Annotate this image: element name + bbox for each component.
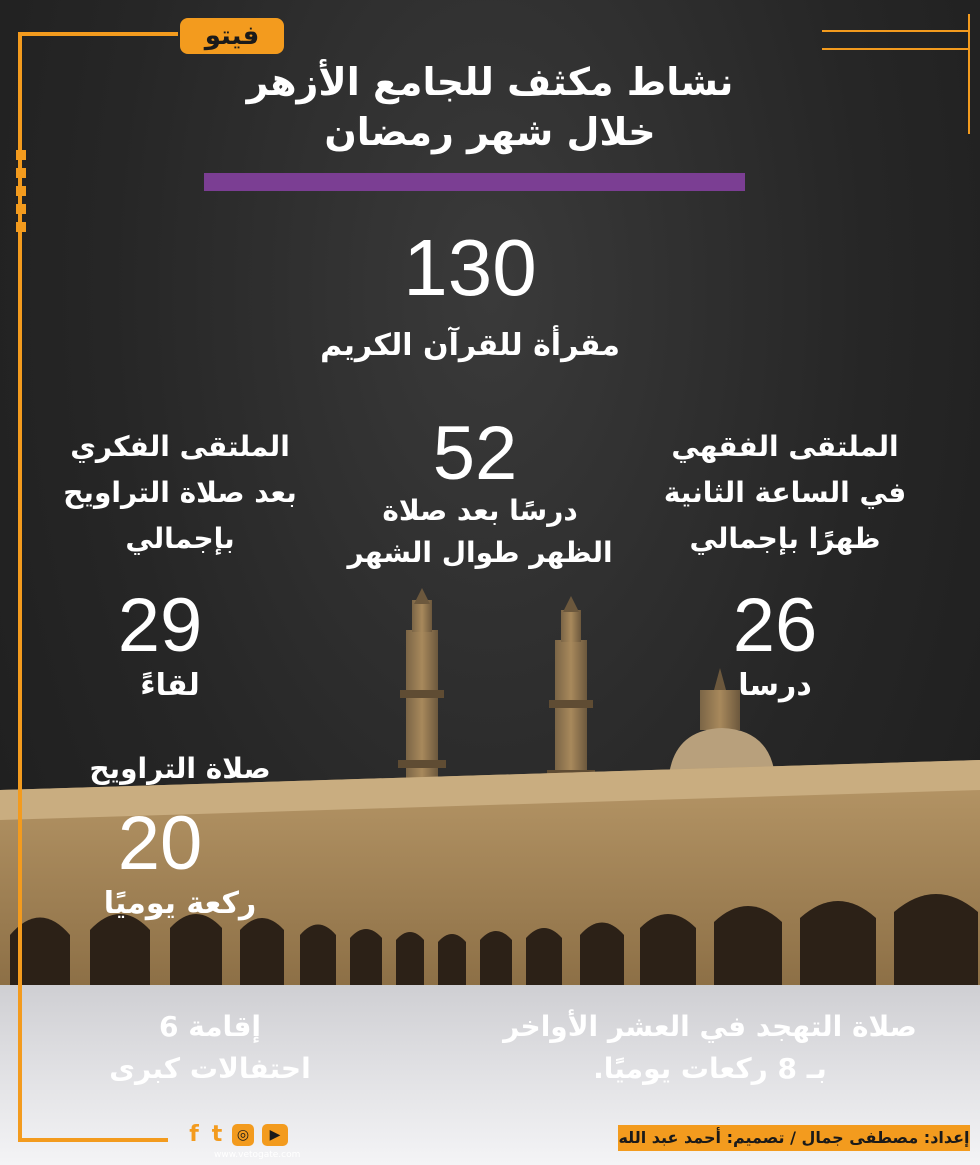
frame-top-border bbox=[18, 32, 178, 36]
celebrations-line2: احتفالات كبرى bbox=[109, 1052, 311, 1085]
dhuhr-lessons-label-line1: درسًا بعد صلاة bbox=[382, 494, 578, 527]
dhuhr-lessons-label-line2: الظهر طوال الشهر bbox=[347, 536, 613, 569]
page-title-line2: خلال شهر رمضان bbox=[324, 110, 656, 154]
celebrations-line1: إقامة 6 bbox=[159, 1010, 261, 1043]
credits-bar: إعداد: مصطفى جمال / تصميم: أحمد عبد الله bbox=[618, 1125, 970, 1151]
instagram-icon[interactable]: ◎ bbox=[232, 1124, 254, 1146]
fikri-heading-line3: بإجمالي bbox=[125, 522, 235, 555]
website-url[interactable]: www.vetogate.com bbox=[214, 1150, 301, 1160]
frame-tick bbox=[16, 186, 26, 196]
frame-top-right-line bbox=[822, 48, 968, 50]
title-underline-bar bbox=[204, 173, 745, 191]
facebook-icon[interactable]: f bbox=[189, 1122, 199, 1147]
fikri-label: لقاءً bbox=[140, 668, 200, 703]
frame-tick bbox=[16, 222, 26, 232]
fiqh-count: 26 bbox=[732, 583, 818, 668]
frame-top-right-line bbox=[822, 30, 968, 32]
quran-label: مقرأة للقرآن الكريم bbox=[320, 328, 620, 363]
fiqh-heading-line2: في الساعة الثانية bbox=[663, 476, 907, 509]
frame-tick bbox=[16, 204, 26, 214]
fikri-heading-line2: بعد صلاة التراويح bbox=[63, 476, 297, 509]
youtube-icon[interactable]: ▶ bbox=[262, 1124, 288, 1146]
twitter-icon[interactable]: t bbox=[211, 1122, 223, 1147]
frame-top-right-vertical bbox=[968, 14, 970, 134]
fikri-heading-line1: الملتقى الفكري bbox=[70, 430, 290, 463]
tahajjud-line1: صلاة التهجد في العشر الأواخر bbox=[503, 1010, 917, 1043]
frame-left-border bbox=[18, 32, 22, 1142]
taraweeh-heading: صلاة التراويح bbox=[89, 752, 271, 785]
fiqh-label: درسا bbox=[738, 668, 812, 703]
dhuhr-lessons-count: 52 bbox=[432, 411, 518, 496]
taraweeh-count: 20 bbox=[117, 801, 203, 886]
fiqh-heading-line3: ظهرًا بإجمالي bbox=[689, 522, 881, 555]
frame-tick bbox=[16, 168, 26, 178]
fiqh-heading-line1: الملتقى الفقهي bbox=[671, 430, 899, 463]
tahajjud-line2: بـ 8 ركعات يوميًا. bbox=[593, 1052, 827, 1085]
taraweeh-label: ركعة يوميًا bbox=[103, 886, 257, 921]
vetogate-logo: فيتو bbox=[180, 18, 284, 54]
page-title-line1: نشاط مكثف للجامع الأزهر bbox=[246, 60, 734, 104]
fikri-count: 29 bbox=[117, 583, 203, 668]
frame-tick bbox=[16, 150, 26, 160]
frame-bottom-border bbox=[18, 1138, 168, 1142]
quran-count: 130 bbox=[403, 223, 537, 312]
